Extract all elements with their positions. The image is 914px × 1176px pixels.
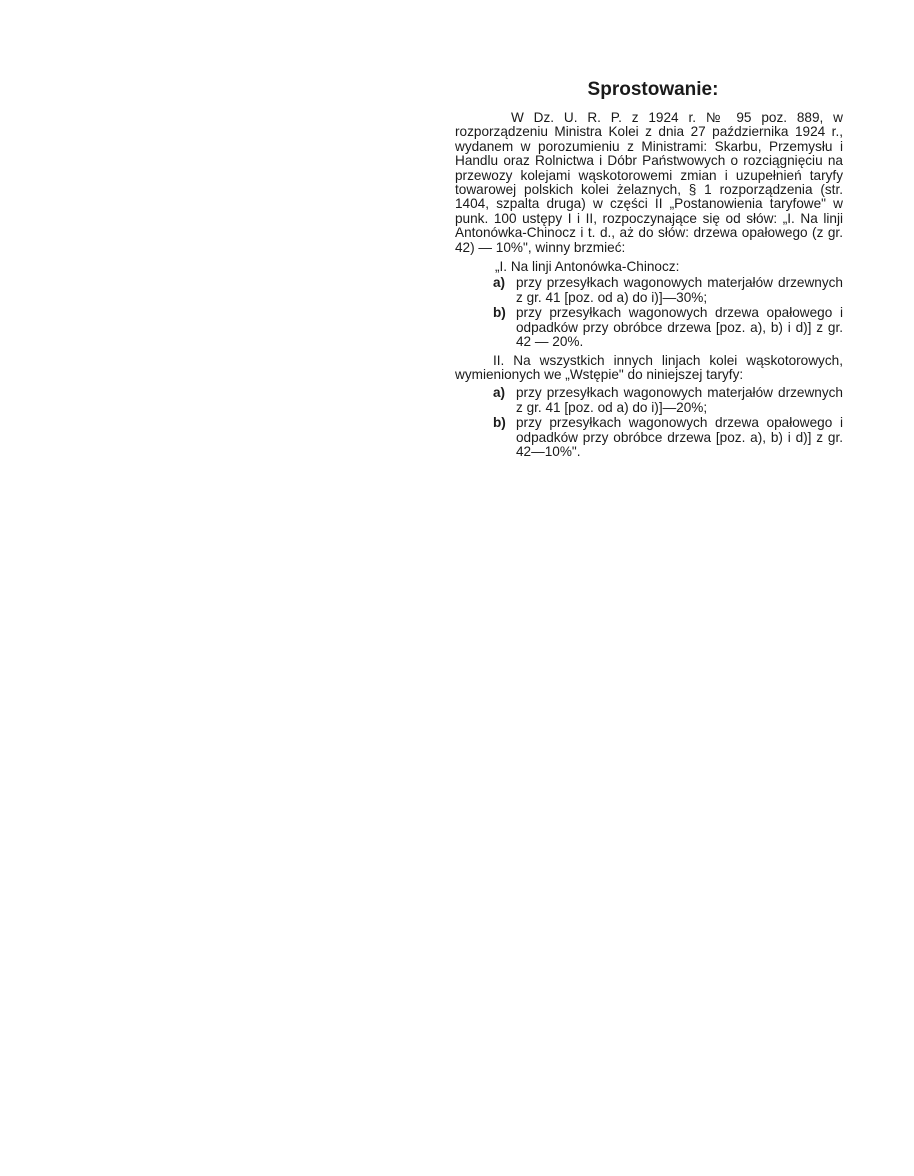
list-marker: a) xyxy=(493,385,506,401)
list-item xyxy=(455,306,843,349)
list-item xyxy=(455,276,843,305)
list-item-text: przy przesyłkach wagonowych materjałów drzewnych z gr. 41 [poz. od a) do i)]—30%; xyxy=(516,275,843,305)
list-marker: a) xyxy=(493,275,506,291)
list-item-text: przy przesyłkach wagonowych drzewa opałowego i odpadków przy obróbce drzewa [poz. a), b) i d)] z gr. 42 — 20%. xyxy=(516,305,843,350)
section-2-heading: II. Na wszystkich innych linjach kolei wąskotorowych, wymienionych we „Wstępie" do niniejszej taryfy: xyxy=(455,352,843,382)
list-item-text: przy przesyłkach wagonowych drzewa opałowego i odpadków przy obróbce drzewa [poz. a), b) i d)] z gr. 42—10%". xyxy=(516,415,843,459)
notice-title: Sprostowanie: xyxy=(587,79,719,100)
list-item-text: przy przesyłkach wagonowych materjałów drzewnych z gr. 41 [poz. od a) do i)]—20%; xyxy=(516,385,843,415)
list-item xyxy=(455,386,843,415)
correction-notice xyxy=(455,78,843,460)
list-marker: b) xyxy=(493,415,506,431)
list-marker: b) xyxy=(493,305,506,321)
list-item xyxy=(455,416,843,459)
intro-paragraph: W Dz. U. R. P. z 1924 r. № 95 poz. 889, w rozporządzeniu Ministra Kolei z dnia 27 października 1924 r., wydanem w porozumieniu z Ministrami: Skarbu, Przemysłu i Handlu oraz Rolnictwa i Dóbr Państwowych o rozciągnięciu na przewozy kolejami wąskotorowemi zmian i uzupełnień taryfy towarowej polskich kolei żelaznych, § 1 rozporządzenia (str. 1404, szpalta druga) w części II „Postanowienia taryfowe" w punk. 100 ustępy I i II, rozpoczynające się od słów: „I. Na linji Antonówka-Chinocz i t. d., aż do słów: drzewa opałowego (z gr. 42) — 10%", winny brzmieć: xyxy=(455,110,843,255)
section-1-heading: „I. Na linji Antonówka-Chinocz: xyxy=(495,259,680,275)
